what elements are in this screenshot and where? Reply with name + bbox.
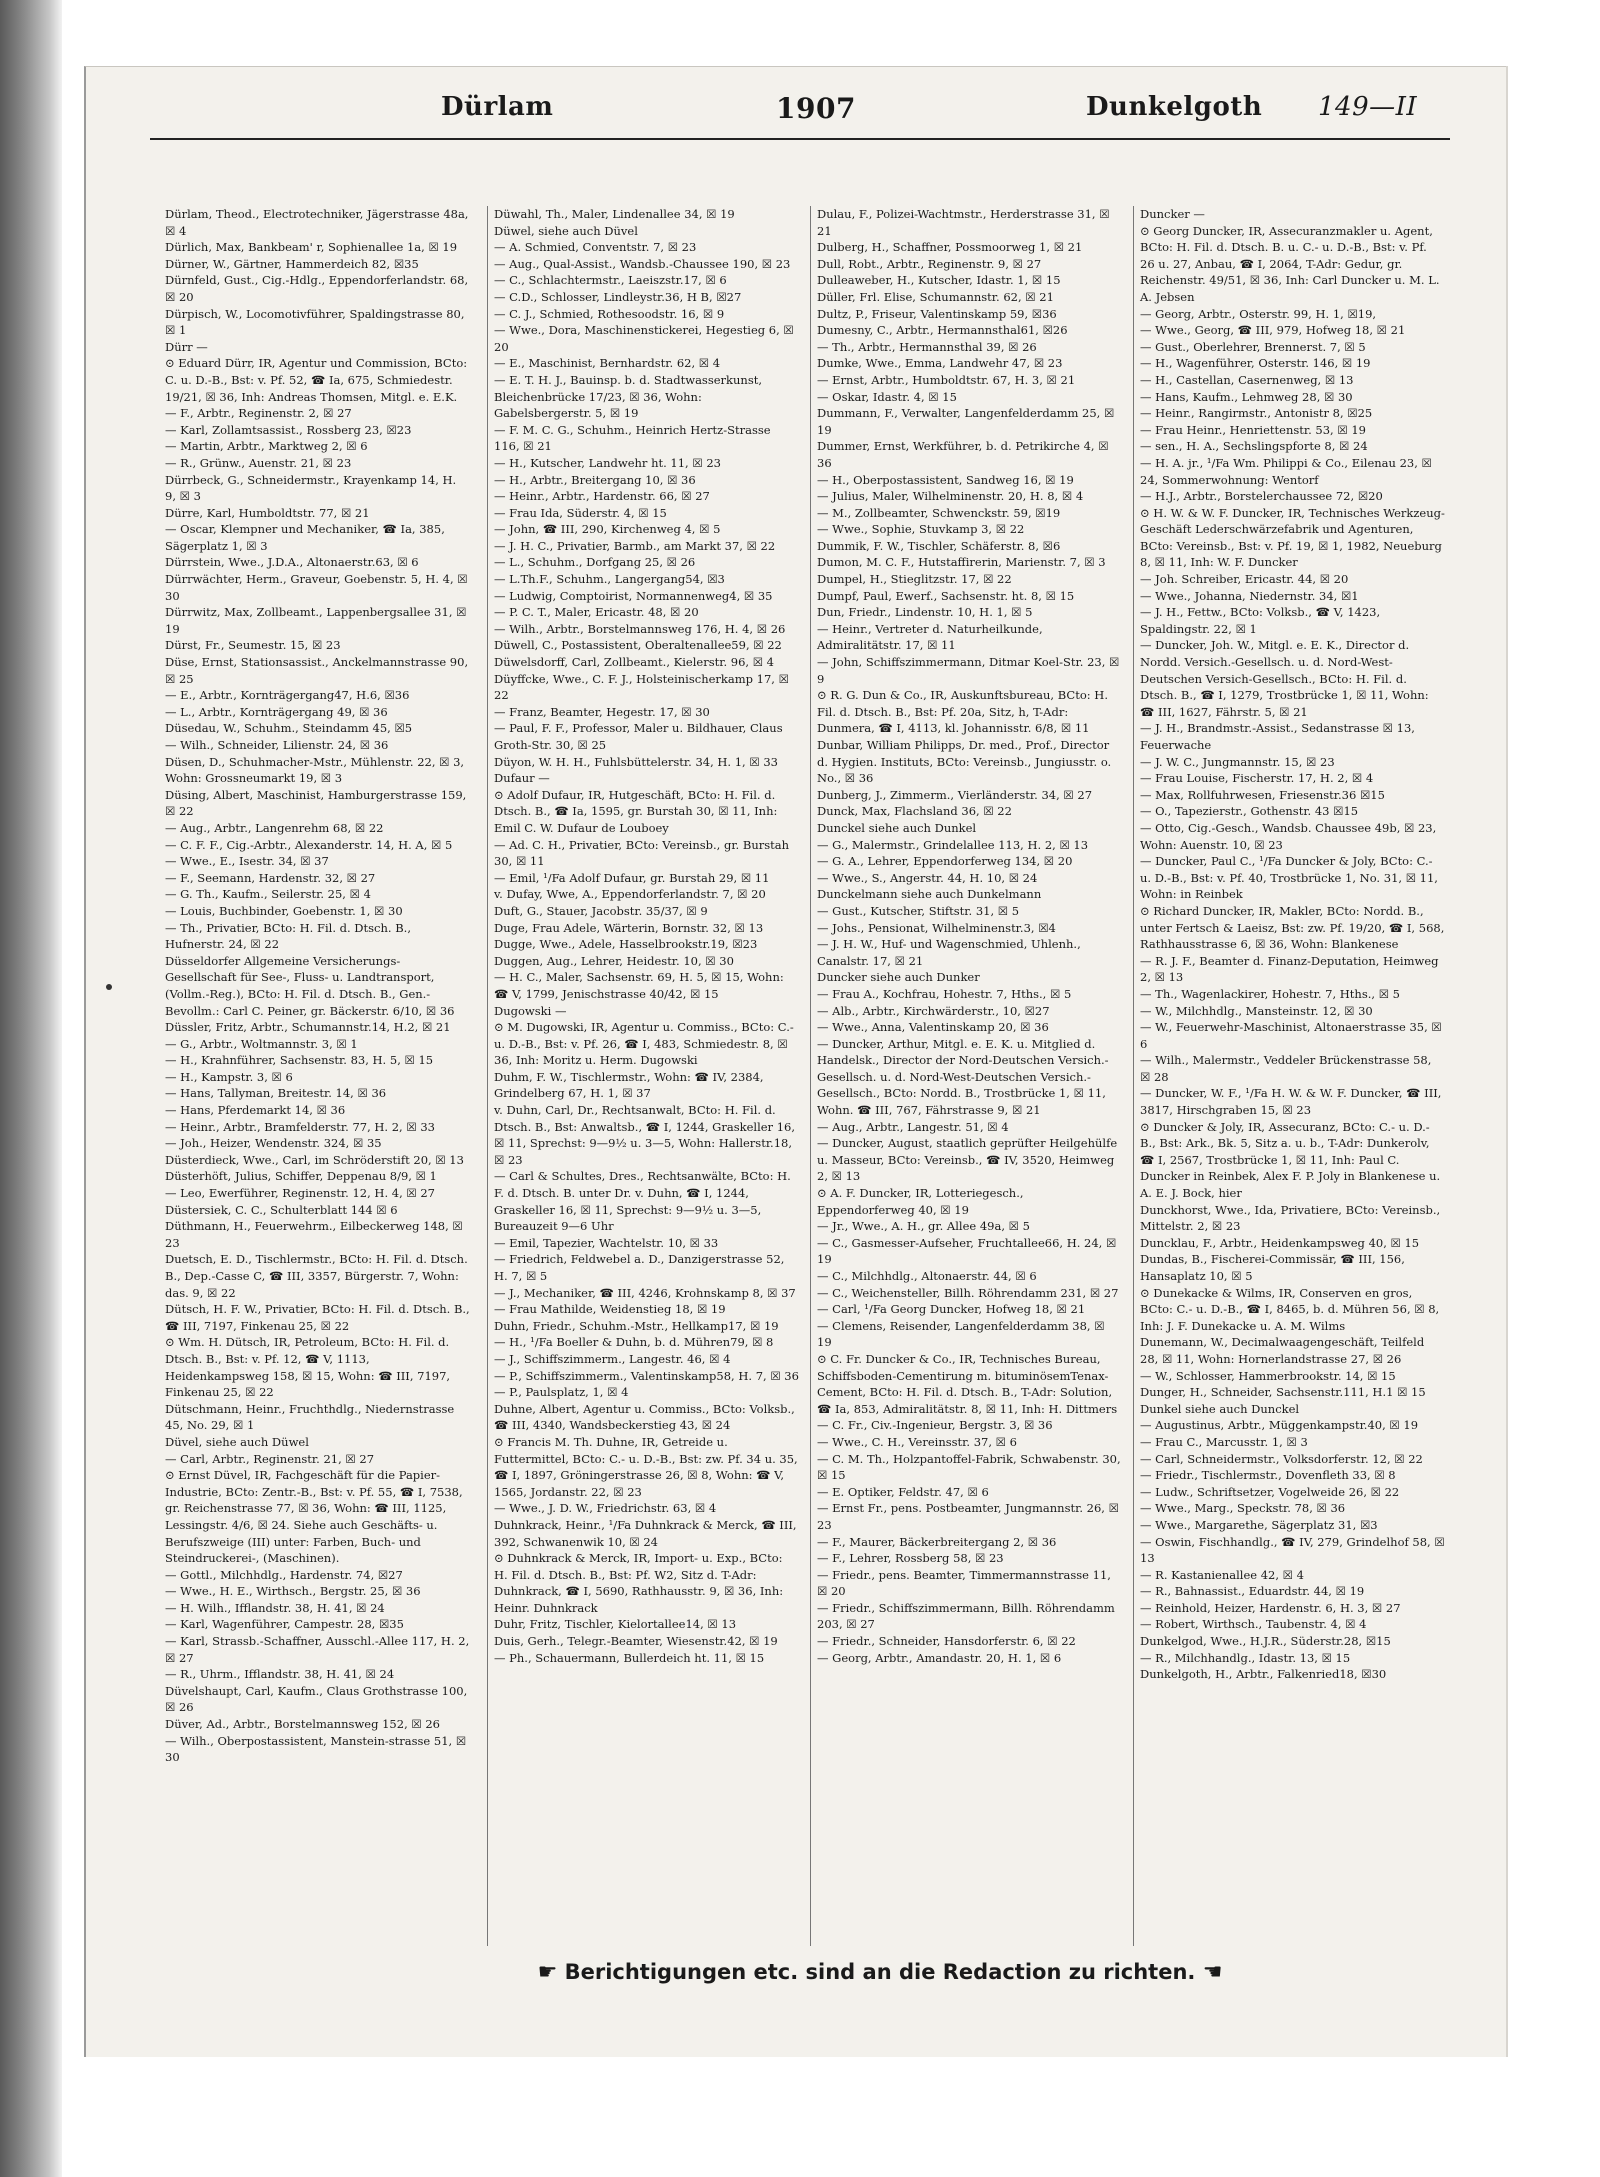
directory-entry: Dundas, B., Fischerei-Commissär, ☎ III, 156, Hansaplatz 10, ☒ 5: [1140, 1252, 1405, 1283]
directory-entry: — L.Th.F., Schuhm., Langergang54, ☒3: [494, 572, 725, 587]
column-1: [165, 206, 470, 1946]
directory-entry: Dürlich, Max, Bankbeam' r, Sophienallee 1a, ☒ 19: [165, 240, 458, 255]
directory-entry: Dumesny, C., Arbtr., Hermannsthal61, ☒26: [817, 323, 1068, 338]
directory-entry: — Martin, Arbtr., Marktweg 2, ☒ 6: [165, 439, 368, 454]
directory-entry: Dürrstein, Wwe., J.D.A., Altonaerstr.63, ☒ 6: [165, 555, 419, 570]
directory-entry: Düthmann, H., Feuerwehrm., Eilbeckerweg 148, ☒ 23: [165, 1219, 463, 1250]
directory-entry: — Gust., Kutscher, Stiftstr. 31, ☒ 5: [817, 903, 1020, 918]
directory-entry: — C., Milchhdlg., Altonaerstr. 44, ☒ 6: [817, 1269, 1037, 1283]
directory-entry: Dürr —: [165, 339, 208, 354]
directory-entry: — Aug., Arbtr., Langestr. 51, ☒ 4: [817, 1119, 1009, 1134]
directory-entry: ⊙ M. Dugowski, IR, Agentur u. Commiss., BCto: C.-u. D.-B., Bst: v. Pf. 26, ☎ I, 483, Schmiedestr. 8, ☒ 36, Inh: Moritz u. Herm. Dugowski: [494, 1020, 794, 1068]
directory-entry: Duggen, Aug., Lehrer, Heidestr. 10, ☒ 30: [494, 953, 734, 968]
directory-entry: ⊙ Ernst Düvel, IR, Fachgeschäft für die Papier-Industrie, BCto: Zentr.-B., Bst: v. Pf. 55, ☎ I, 7538, gr. Reichenstrasse 77, ☒ 36, Wohn: ☎ III, 1125, Lessingstr. 4/6, ☒ 24. Siehe auch Geschäfts- u. Berufszweige (III) unter: Farben, Buch- und Steindruckerei-, (Maschinen).: [165, 1468, 463, 1566]
directory-entry: Duhne, Albert, Agentur u. Commiss., BCto: Volksb., ☎ III, 4340, Wandsbeckerstieg 43, ☒ 24: [494, 1401, 795, 1433]
directory-entry: Duft, G., Stauer, Jacobstr. 35/37, ☒ 9: [494, 903, 708, 918]
directory-entry: Dull, Robt., Arbtr., Reginenstr. 9, ☒ 27: [817, 256, 1042, 271]
directory-entry: Dugge, Wwe., Adele, Hasselbrookstr.19, ☒23: [494, 937, 758, 952]
directory-entry: — Oswin, Fischhandlg., ☎ IV, 279, Grindelhof 58, ☒ 13: [1140, 1534, 1445, 1566]
directory-entry: — H., Wagenführer, Osterstr. 146, ☒ 19: [1140, 356, 1371, 371]
directory-entry: — Ernst, Arbtr., Humboldtstr. 67, H. 3, ☒ 21: [817, 372, 1076, 387]
directory-entry: Dürrwitz, Max, Zollbeamt., Lappenbergsallee 31, ☒ 19: [165, 605, 467, 636]
directory-entry: Dulberg, H., Schaffner, Possmoorweg 1, ☒ 21: [817, 240, 1083, 255]
directory-entry: — Wwe., Anna, Valentinskamp 20, ☒ 36: [817, 1020, 1049, 1035]
directory-entry: Dumon, M. C. F., Hutstaffirerin, Marienstr. 7, ☒ 3: [817, 555, 1106, 570]
directory-entry: — W., Milchhdlg., Mansteinstr. 12, ☒ 30: [1140, 1003, 1373, 1018]
directory-entry: — O., Tapezierstr., Gothenstr. 43 ☒15: [1140, 804, 1359, 819]
pointing-hand-right-icon: ☚: [1202, 1960, 1223, 1985]
directory-entry: Düller, Frl. Elise, Schumannstr. 62, ☒ 21: [817, 289, 1054, 304]
directory-entry: Düver, Ad., Arbtr., Borstelmannsweg 152, ☒ 26: [165, 1717, 440, 1732]
directory-entry: — Emil, ¹/Fa Adolf Dufaur, gr. Burstah 29, ☒ 11: [494, 870, 770, 885]
directory-entry: Dürrbeck, G., Schneidermstr., Krayenkamp 14, H. 9, ☒ 3: [165, 472, 457, 504]
directory-entry: — Ludw., Schriftsetzer, Vogelweide 26, ☒ 22: [1140, 1484, 1400, 1499]
directory-entry: — C., Gasmesser-Aufseher, Fruchtallee66, H. 24, ☒ 19: [817, 1235, 1117, 1267]
directory-entry: — H., Kampstr. 3, ☒ 6: [165, 1069, 293, 1084]
directory-entry: Dumke, Wwe., Emma, Landwehr 47, ☒ 23: [817, 356, 1063, 371]
directory-entry: — Frau Louise, Fischerstr. 17, H. 2, ☒ 4: [1140, 771, 1374, 786]
directory-entry: — Th., Wagenlackirer, Hohestr. 7, Hths., ☒ 5: [1140, 986, 1400, 1001]
pointing-hand-left-icon: ☛: [537, 1960, 558, 1985]
directory-entry: Düvel, siehe auch Düwel: [165, 1434, 309, 1449]
directory-entry: Dunkel siehe auch Dunckel: [1140, 1401, 1300, 1416]
directory-entry: Düwahl, Th., Maler, Lindenallee 34, ☒ 19: [494, 207, 735, 221]
directory-entry: Düsterdieck, Wwe., Carl, im Schröderstift 20, ☒ 13: [165, 1152, 464, 1167]
directory-entry: — Oskar, Idastr. 4, ☒ 15: [817, 389, 957, 404]
directory-entry: Düyffcke, Wwe., C. F. J., Holsteinischerkamp 17, ☒ 22: [494, 671, 789, 703]
directory-entry: Duncklau, F., Arbtr., Heidenkampsweg 40, ☒ 15: [1140, 1235, 1420, 1250]
directory-entry: — Wwe., S., Angerstr. 44, H. 10, ☒ 24: [817, 870, 1038, 885]
directory-entry: — Alb., Arbtr., Kirchwärderstr., 10, ☒27: [817, 1003, 1050, 1018]
directory-entry: Dütschmann, Heinr., Fruchthdlg., Niedernstrasse 45, No. 29, ☒ 1: [165, 1401, 455, 1433]
directory-entry: — P., Schiffszimmerm., Valentinskamp58, H. 7, ☒ 36: [494, 1368, 799, 1383]
directory-entry: — Wwe., J. D. W., Friedrichstr. 63, ☒ 4: [494, 1501, 717, 1516]
directory-entry: v. Duhn, Carl, Dr., Rechtsanwalt, BCto: H. Fil. d. Dtsch. B., Bst: Anwaltsb., ☎ I, 1244, Graskeller 16, ☒ 11, Sprechst: 9—9½ u. 3—5, Wohn: Hallerstr.18, ☒ 23: [494, 1103, 795, 1167]
directory-entry: Dunbar, William Philipps, Dr. med., Prof., Director d. Hygien. Instituts, BCto: Vereinsb., Jungiusstr. o. No., ☒ 36: [817, 738, 1112, 786]
directory-entry: — Frau Ida, Süderstr. 4, ☒ 15: [494, 505, 667, 520]
directory-entry: Dultz, P., Friseur, Valentinskamp 59, ☒36: [817, 306, 1057, 321]
directory-entry: — John, ☎ III, 290, Kirchenweg 4, ☒ 5: [494, 522, 721, 537]
directory-entry: Düwell, C., Postassistent, Oberaltenallee59, ☒ 22: [494, 638, 782, 653]
directory-entry: — G. A., Lehrer, Eppendorferweg 134, ☒ 20: [817, 854, 1073, 869]
directory-entry: — G. Th., Kaufm., Seilerstr. 25, ☒ 4: [165, 887, 371, 902]
header-year: 1907: [776, 92, 856, 125]
directory-entry: — J., Mechaniker, ☎ III, 4246, Krohnskamp 8, ☒ 37: [494, 1285, 796, 1300]
directory-entry: — H.J., Arbtr., Borstelerchaussee 72, ☒20: [1140, 489, 1383, 504]
directory-entry: Düsen, D., Schuhmacher-Mstr., Mühlenstr. 22, ☒ 3, Wohn: Grossneumarkt 19, ☒ 3: [165, 754, 465, 786]
directory-entry: — Wwe., Georg, ☎ III, 979, Hofweg 18, ☒ 21: [1140, 323, 1406, 338]
directory-entry: Düssler, Fritz, Arbtr., Schumannstr.14, H.2, ☒ 21: [165, 1020, 451, 1035]
directory-entry: Duhn, Friedr., Schuhm.-Mstr., Hellkamp17, ☒ 19: [494, 1318, 779, 1333]
directory-entry: — C. J., Schmied, Rothesoodstr. 16, ☒ 9: [494, 306, 725, 321]
directory-entry: Düstersiek, C. C., Schulterblatt 144 ☒ 6: [165, 1202, 398, 1217]
directory-entry: — Franz, Beamter, Hegestr. 17, ☒ 30: [494, 704, 710, 719]
header-rule: [150, 138, 1450, 140]
directory-entry: — H., Castellan, Casernenweg, ☒ 13: [1140, 372, 1354, 387]
directory-entry: — H. C., Maler, Sachsenstr. 69, H. 5, ☒ 15, Wohn: ☎ V, 1799, Jenischstrasse 40/42, ☒ 15: [494, 970, 784, 1001]
directory-columns: [165, 206, 1445, 1946]
directory-entry: — E. T. H. J., Bauinsp. b. d. Stadtwasserkunst, Bleichenbrücke 17/23, ☒ 36, Wohn: Gabelsbergerstr. 5, ☒ 19: [494, 372, 762, 421]
directory-entry: — Emil, Tapezier, Wachtelstr. 10, ☒ 33: [494, 1235, 719, 1250]
directory-entry: Dunck, Max, Flachsland 36, ☒ 22: [817, 804, 1012, 819]
directory-entry: Dunemann, W., Decimalwaagengeschäft, Teilfeld 28, ☒ 11, Wohn: Hornerlandstrasse 27, ☒ 26: [1140, 1335, 1425, 1366]
directory-entry: — C. F. F., Cig.-Arbtr., Alexanderstr. 14, H. A, ☒ 5: [165, 837, 453, 852]
directory-entry: — Duncker, August, staatlich geprüfter Heilgehülfe u. Masseur, BCto: Vereinsb., ☎ IV, 3520, Heimweg 2, ☒ 13: [817, 1136, 1118, 1184]
directory-entry: Dürnfeld, Gust., Cig.-Hdlg., Eppendorferlandstr. 68, ☒ 20: [165, 273, 469, 304]
directory-entry: — J. H. W., Huf- und Wagenschmied, Uhlenh., Canalstr. 17, ☒ 21: [817, 937, 1081, 968]
directory-entry: — Hans, Tallyman, Breitestr. 14, ☒ 36: [165, 1086, 387, 1101]
directory-entry: Dunkelgod, Wwe., H.J.R., Süderstr.28, ☒15: [1140, 1634, 1391, 1649]
directory-entry: — Jr., Wwe., A. H., gr. Allee 49a, ☒ 5: [817, 1219, 1030, 1234]
directory-entry: — J. H. C., Privatier, Barmb., am Markt 37, ☒ 22: [494, 538, 776, 553]
directory-entry: — Wilh., Malermstr., Veddeler Brückenstrasse 58, ☒ 28: [1140, 1053, 1432, 1084]
directory-entry: Düvelshaupt, Carl, Kaufm., Claus Grothstrasse 100, ☒ 26: [165, 1683, 468, 1715]
directory-entry: — C. Fr., Civ.-Ingenieur, Bergstr. 3, ☒ 36: [817, 1418, 1053, 1433]
directory-entry: — A. Schmied, Conventstr. 7, ☒ 23: [494, 240, 697, 255]
directory-entry: — Johs., Pensionat, Wilhelminenstr.3, ☒4: [817, 920, 1056, 935]
directory-entry: — H. Wilh., Ifflandstr. 38, H. 41, ☒ 24: [165, 1600, 385, 1615]
directory-entry: Dütsch, H. F. W., Privatier, BCto: H. Fil. d. Dtsch. B., ☎ III, 7197, Finkenau 25, ☒ 22: [165, 1302, 470, 1333]
directory-entry: Düsing, Albert, Maschinist, Hamburgerstrasse 159, ☒ 22: [165, 787, 467, 819]
directory-entry: Dugowski —: [494, 1003, 567, 1018]
directory-entry: Dunckel siehe auch Dunkel: [817, 820, 977, 835]
directory-entry: Düsedau, W., Schuhm., Steindamm 45, ☒5: [165, 721, 413, 736]
directory-entry: Düwel, siehe auch Düvel: [494, 223, 638, 238]
directory-entry: — Gottl., Milchhdlg., Hardenstr. 74, ☒27: [165, 1567, 403, 1582]
directory-entry: — Wwe., Dora, Maschinenstickerei, Hegestieg 6, ☒ 20: [494, 323, 794, 354]
directory-entry: — H., Kutscher, Landwehr ht. 11, ☒ 23: [494, 455, 721, 470]
directory-entry: — Karl, Zollamtsassist., Rossberg 23, ☒23: [165, 422, 412, 437]
directory-entry: — F., Arbtr., Reginenstr. 2, ☒ 27: [165, 406, 352, 421]
directory-entry: Dürst, Fr., Seumestr. 15, ☒ 23: [165, 638, 341, 653]
directory-entry: — Wilh., Oberpostassistent, Manstein-strasse 51, ☒ 30: [165, 1733, 467, 1765]
directory-entry: ⊙ H. W. & W. F. Duncker, IR, Technisches Werkzeug-Geschäft Lederschwärzefabrik und Agenturen, BCto: Vereinsb., Bst: v. Pf. 19, ☒ 1, 1982, Neueburg 8, ☒ 11, Inh: W. F. Duncker: [1140, 505, 1445, 570]
directory-entry: — R., Bahnassist., Eduardstr. 44, ☒ 19: [1140, 1584, 1365, 1599]
scan-book-spine: [0, 0, 62, 2177]
directory-entry: Düwelsdorff, Carl, Zollbeamt., Kielerstr. 96, ☒ 4: [494, 655, 774, 670]
directory-entry: Dunckhorst, Wwe., Ida, Privatiere, BCto: Vereinsb., Mittelstr. 2, ☒ 23: [1140, 1202, 1441, 1234]
directory-entry: — H. A. jr., ¹/Fa Wm. Philippi & Co., Eilenau 23, ☒ 24, Sommerwohnung: Wentorf: [1140, 455, 1432, 487]
directory-entry: — H., Arbtr., Breitergang 10, ☒ 36: [494, 472, 696, 487]
directory-entry: — G., Arbtr., Woltmannstr. 3, ☒ 1: [165, 1036, 358, 1051]
directory-entry: — C.D., Schlosser, Lindleystr.36, H B, ☒27: [494, 289, 742, 304]
column-4: [1133, 206, 1445, 1946]
directory-entry: — F., Seemann, Hardenstr. 32, ☒ 27: [165, 870, 376, 885]
directory-entry: — Duncker, Joh. W., Mitgl. e. E. K., Director d. Nordd. Versich.-Gesellsch. u. d. Nord-West-Deutschen Versich-Gesellsch., BCto: H. Fil. d. Dtsch. B., ☎ I, 1279, Trostbrücke 1, ☒ 11, Wohn: ☎ III, 1627, Fährstr. 5, ☒ 21: [1140, 638, 1429, 719]
directory-entry: ⊙ R. G. Dun & Co., IR, Auskunftsbureau, BCto: H. Fil. d. Dtsch. B., Bst: Pf. 20a, Sitz, h, T-Adr: Dunmera, ☎ I, 4113, kl. Johannisstr. 6/8, ☒ 11: [817, 688, 1108, 736]
directory-entry: — Robert, Wirthsch., Taubenstr. 4, ☒ 4: [1140, 1617, 1367, 1632]
directory-entry: — Friedr., Tischlermstr., Dovenfleth 33, ☒ 8: [1140, 1468, 1396, 1483]
directory-entry: — Ludwig, Comptoirist, Normannenweg4, ☒ 35: [494, 588, 773, 603]
directory-entry: Dunberg, J., Zimmerm., Vierländerstr. 34, ☒ 27: [817, 787, 1093, 802]
directory-entry: — Th., Arbtr., Hermannsthal 39, ☒ 26: [817, 339, 1037, 354]
directory-entry: ⊙ Richard Duncker, IR, Makler, BCto: Nordd. B., unter Fertsch & Laeisz, Bst: zw. Pf. 19/20, ☎ I, 568, Rathhausstrasse 6, ☒ 36, Wohn: Blankenese: [1140, 903, 1445, 952]
directory-entry: — Carl, Arbtr., Reginenstr. 21, ☒ 27: [165, 1451, 375, 1466]
directory-entry: — Hans, Pferdemarkt 14, ☒ 36: [165, 1103, 346, 1118]
directory-entry: ⊙ Wm. H. Dütsch, IR, Petroleum, BCto: H. Fil. d. Dtsch. B., Bst: v. Pf. 12, ☎ V, 1113, Heidenkampsweg 158, ☒ 15, Wohn: ☎ III, 7197, Finkenau 25, ☒ 22: [165, 1335, 451, 1400]
directory-entry: — Heinr., Arbtr., Hardenstr. 66, ☒ 27: [494, 489, 710, 504]
directory-entry: — Frau Mathilde, Weidenstieg 18, ☒ 19: [494, 1302, 726, 1317]
directory-entry: Dürlam, Theod., Electrotechniker, Jägerstrasse 48a, ☒ 4: [165, 207, 469, 238]
directory-entry: — Frau Heinr., Henriettenstr. 53, ☒ 19: [1140, 422, 1366, 437]
directory-entry: Duhm, F. W., Tischlermstr., Wohn: ☎ IV, 2384, Grindelberg 67, H. 1, ☒ 37: [494, 1069, 764, 1101]
page-footer: [430, 1960, 1330, 1996]
directory-entry: — R. Kastanienallee 42, ☒ 4: [1140, 1567, 1304, 1582]
directory-entry: — P. C. T., Maler, Ericastr. 48, ☒ 20: [494, 605, 699, 620]
directory-entry: Dufaur —: [494, 771, 550, 786]
directory-entry: — Leo, Ewerführer, Reginenstr. 12, H. 4, ☒ 27: [165, 1186, 435, 1201]
directory-entry: ⊙ A. F. Duncker, IR, Lotteriegesch., Eppendorferweg 40, ☒ 19: [817, 1186, 1024, 1217]
directory-entry: — G., Malermstr., Grindelallee 113, H. 2, ☒ 13: [817, 837, 1089, 852]
footer-notice: Berichtigungen etc. sind an die Redaction zu richten.: [564, 1960, 1196, 1984]
directory-entry: — Louis, Buchbinder, Goebenstr. 1, ☒ 30: [165, 903, 403, 918]
directory-entry: — Friedrich, Feldwebel a. D., Danzigerstrasse 52, H. 7, ☒ 5: [494, 1252, 785, 1283]
directory-entry: — Frau A., Kochfrau, Hohestr. 7, Hths., ☒ 5: [817, 986, 1072, 1001]
directory-entry: Dummik, F. W., Tischler, Schäferstr. 8, ☒6: [817, 538, 1061, 553]
directory-entry: Duhnkrack, Heinr., ¹/Fa Duhnkrack & Merck, ☎ III, 392, Schwanenwik 10, ☒ 24: [494, 1517, 797, 1549]
directory-entry: — Aug., Qual-Assist., Wandsb.-Chaussee 190, ☒ 23: [494, 256, 791, 271]
directory-entry: — F., Lehrer, Rossberg 58, ☒ 23: [817, 1551, 1004, 1566]
directory-entry: — Heinr., Vertreter d. Naturheilkunde, Admiralitätstr. 17, ☒ 11: [817, 621, 1043, 653]
directory-entry: Dunckelmann siehe auch Dunkelmann: [817, 887, 1042, 902]
directory-entry: — E., Arbtr., Kornträgergang47, H.6, ☒36: [165, 688, 410, 703]
directory-entry: ⊙ Duncker & Joly, IR, Assecuranz, BCto: C.- u. D.-B., Bst: Ark., Bk. 5, Sitz a. u. b., T-Adr: Dunkerolv, ☎ I, 2567, Trostbrücke 1, ☒ 11, Inh: Paul C. Duncker in Reinbek, Alex F. P. Joly in Blankenese u. A. E. J. Bock, hier: [1140, 1119, 1441, 1201]
directory-entry: — C., Schlachtermstr., Laeiszstr.17, ☒ 6: [494, 273, 727, 288]
directory-entry: — Aug., Arbtr., Langenrehm 68, ☒ 22: [165, 820, 384, 835]
directory-entry: — Oscar, Klempner und Mechaniker, ☎ Ia, 385, Sägerplatz 1, ☒ 3: [165, 522, 445, 553]
directory-entry: — Wilh., Schneider, Lilienstr. 24, ☒ 36: [165, 738, 389, 752]
directory-entry: — F. M. C. G., Schuhm., Heinrich Hertz-Strasse 116, ☒ 21: [494, 422, 771, 454]
directory-entry: — C. M. Th., Holzpantoffel-Fabrik, Schwabenstr. 30, ☒ 15: [817, 1451, 1121, 1483]
directory-entry: Dummann, F., Verwalter, Langenfelderdamm 25, ☒ 19: [817, 406, 1115, 437]
directory-entry: — P., Paulsplatz, 1, ☒ 4: [494, 1385, 629, 1400]
directory-entry: Duhr, Fritz, Tischler, Kielortallee14, ☒ 13: [494, 1617, 737, 1632]
directory-entry: Dumpel, H., Stieglitzstr. 17, ☒ 22: [817, 572, 1012, 587]
directory-entry: — J., Schiffszimmerm., Langestr. 46, ☒ 4: [494, 1351, 731, 1366]
directory-entry: Düsseldorfer Allgemeine Versicherungs-Gesellschaft für See-, Fluss- u. Landtransport, (Vollm.-Reg.), BCto: H. Fil. d. Dtsch. B., Gen.-Bevollm.: Carl C. Peiner, gr. Bäckerstr. 6/10, ☒ 36: [165, 953, 455, 1018]
directory-entry: — Georg, Arbtr., Amandastr. 20, H. 1, ☒ 6: [817, 1650, 1062, 1665]
directory-entry: — Heinr., Arbtr., Bramfelderstr. 77, H. 2, ☒ 33: [165, 1119, 435, 1134]
column-3: [810, 206, 1122, 1946]
directory-entry: Dürre, Karl, Humboldtstr. 77, ☒ 21: [165, 505, 370, 520]
directory-entry: Dürner, W., Gärtner, Hammerdeich 82, ☒35: [165, 256, 419, 271]
directory-entry: v. Dufay, Wwe, A., Eppendorferlandstr. 7, ☒ 20: [494, 887, 766, 902]
directory-entry: ⊙ Francis M. Th. Duhne, IR, Getreide u. Futtermittel, BCto: C.- u. D.-B., Bst: zw. Pf. 34 u. 35, ☎ I, 1897, Gröningerstrasse 26, ☒ 8, Wohn: ☎ V, 1565, Jordanstr. 22, ☒ 23: [494, 1434, 798, 1499]
directory-entry: — Wwe., Sophie, Stuvkamp 3, ☒ 22: [817, 522, 1025, 537]
directory-entry: Duetsch, E. D., Tischlermstr., BCto: H. Fil. d. Dtsch. B., Dep.-Casse C, ☎ III, 3357, Bürgerstr. 7, Wohn: das. 9, ☒ 22: [165, 1252, 468, 1300]
page-header: [86, 92, 1586, 152]
directory-entry: Duge, Frau Adele, Wärterin, Bornstr. 32, ☒ 13: [494, 920, 764, 935]
directory-entry: — Friedr., Schneider, Hansdorferstr. 6, ☒ 22: [817, 1634, 1076, 1649]
margin-dot: [106, 984, 112, 990]
directory-entry: — W., Schlosser, Hammerbrookstr. 14, ☒ 15: [1140, 1368, 1396, 1383]
directory-entry: — Wwe., H. E., Wirthsch., Bergstr. 25, ☒ 36: [165, 1584, 421, 1599]
directory-entry: — W., Feuerwehr-Maschinist, Altonaerstrasse 35, ☒ 6: [1140, 1020, 1442, 1051]
directory-entry: ⊙ Adolf Dufaur, IR, Hutgeschäft, BCto: H. Fil. d. Dtsch. B., ☎ Ia, 1595, gr. Burstah 30, ☒ 11, Inh: Emil C. W. Dufaur de Louboey: [494, 787, 778, 835]
directory-entry: — Frau C., Marcusstr. 1, ☒ 3: [1140, 1434, 1308, 1449]
header-page-number: 149—II: [1318, 92, 1418, 122]
directory-entry: — Wwe., Margarethe, Sägerplatz 31, ☒3: [1140, 1517, 1378, 1532]
directory-entry: Duncker —: [1140, 207, 1205, 221]
directory-entry: ⊙ Dunekacke & Wilms, IR, Conserven en gros, BCto: C.- u. D.-B., ☎ I, 8465, b. d. Mühren 56, ☒ 8, Inh: J. F. Dunekacke u. A. M. Wilms: [1140, 1285, 1440, 1333]
directory-entry: — Paul, F. F., Professor, Maler u. Bildhauer, Claus Groth-Str. 30, ☒ 25: [494, 721, 783, 752]
directory-entry: Düse, Ernst, Stationsassist., Anckelmannstrasse 90, ☒ 25: [165, 655, 469, 686]
directory-entry: — R., Milchhandlg., Idastr. 13, ☒ 15: [1140, 1650, 1351, 1665]
directory-entry: — E. Optiker, Feldstr. 47, ☒ 6: [817, 1484, 989, 1499]
directory-entry: — sen., H. A., Sechslingspforte 8, ☒ 24: [1140, 439, 1368, 454]
directory-entry: — Clemens, Reisender, Langenfelderdamm 38, ☒ 19: [817, 1318, 1105, 1350]
directory-entry: — Ernst Fr., pens. Postbeamter, Jungmannstr. 26, ☒ 23: [817, 1501, 1119, 1532]
directory-entry: Dürrwächter, Herm., Graveur, Goebenstr. 5, H. 4, ☒ 30: [165, 572, 468, 603]
directory-entry: — Carl & Schultes, Dres., Rechtsanwälte, BCto: H. F. d. Dtsch. B. unter Dr. v. Duhn, ☎ I, 1244, Graskeller 16, ☒ 11, Sprechst: 9—9½ u. 3—5, Bureauzeit 9—6 Uhr: [494, 1169, 791, 1234]
directory-entry: Dulleaweber, H., Kutscher, Idastr. 1, ☒ 15: [817, 273, 1061, 288]
directory-entry: ⊙ C. Fr. Duncker & Co., IR, Technisches Bureau, Schiffsboden-Cementirung m. bituminösemTenax-Cement, BCto: H. Fil. d. Dtsch. B., T-Adr: Solution, ☎ Ia, 853, Admiralitätstr. 8, ☒ 11, Inh: H. Dittmers: [817, 1351, 1118, 1416]
directory-entry: — F., Maurer, Bäckerbreitergang 2, ☒ 36: [817, 1534, 1057, 1549]
directory-entry: Duis, Gerh., Telegr.-Beamter, Wiesenstr.42, ☒ 19: [494, 1634, 778, 1649]
directory-entry: — Wwe., E., Isestr. 34, ☒ 37: [165, 854, 329, 869]
directory-entry: Dunkelgoth, H., Arbtr., Falkenried18, ☒30: [1140, 1667, 1387, 1682]
directory-entry: ⊙ Georg Duncker, IR, Assecuranzmakler u. Agent, BCto: H. Fil. d. Dtsch. B. u. C.- u. D.-B., Bst: v. Pf. 26 u. 27, Anbau, ☎ I, 2064, T-Adr: Gedur, gr. Reichenstr. 49/51, ☒ 36, Inh: Carl Duncker u. M. L. A. Jebsen: [1140, 223, 1440, 304]
directory-entry: — Karl, Wagenführer, Campestr. 28, ☒35: [165, 1617, 404, 1632]
column-2: [487, 206, 799, 1946]
directory-entry: — Julius, Maler, Wilhelminenstr. 20, H. 8, ☒ 4: [817, 489, 1084, 504]
directory-entry: — John, Schiffszimmermann, Ditmar Koel-Str. 23, ☒ 9: [817, 655, 1120, 686]
directory-entry: — R. J. F., Beamter d. Finanz-Deputation, Heimweg 2, ☒ 13: [1140, 953, 1439, 985]
directory-entry: Düyon, W. H. H., Fuhlsbüttelerstr. 34, H. 1, ☒ 33: [494, 754, 778, 769]
directory-entry: — Reinhold, Heizer, Hardenstr. 6, H. 3, ☒ 27: [1140, 1600, 1401, 1615]
directory-entry: — Hans, Kaufm., Lehmweg 28, ☒ 30: [1140, 389, 1353, 404]
directory-entry: — Wwe., C. H., Vereinsstr. 37, ☒ 6: [817, 1434, 1017, 1449]
directory-entry: — Georg, Arbtr., Osterstr. 99, H. 1, ☒19,: [1140, 306, 1377, 321]
directory-entry: ⊙ Eduard Dürr, IR, Agentur und Commission, BCto: C. u. D.-B., Bst: v. Pf. 52, ☎ Ia, 675, Schmiedestr. 19/21, ☒ 36, Inh: Andreas Thomsen, Mitgl. e. E.K.: [165, 356, 468, 404]
directory-entry: — Wilh., Arbtr., Borstelmannsweg 176, H. 4, ☒ 26: [494, 621, 786, 636]
directory-entry: — Duncker, Paul C., ¹/Fa Duncker & Joly, BCto: C.- u. D.-B., Bst: v. Pf. 40, Trostbrücke 1, No. 31, ☒ 11, Wohn: in Reinbek: [1140, 854, 1438, 902]
directory-entry: — L., Schuhm., Dorfgang 25, ☒ 26: [494, 555, 696, 570]
directory-entry: — Th., Privatier, BCto: H. Fil. d. Dtsch. B., Hufnerstr. 24, ☒ 22: [165, 920, 411, 952]
directory-entry: — C., Weichensteller, Billh. Röhrendamm 231, ☒ 27: [817, 1285, 1119, 1300]
directory-entry: Dunger, H., Schneider, Sachsenstr.111, H.1 ☒ 15: [1140, 1385, 1426, 1400]
directory-entry: Dumpf, Paul, Ewerf., Sachsenstr. ht. 8, ☒ 15: [817, 588, 1075, 603]
directory-entry: Dürpisch, W., Locomotivführer, Spaldingstrasse 80, ☒ 1: [165, 306, 465, 338]
directory-entry: — Karl, Strassb.-Schaffner, Ausschl.-Allee 117, H. 2, ☒ 27: [165, 1634, 470, 1665]
directory-entry: — Friedr., pens. Beamter, Timmermannstrasse 11, ☒ 20: [817, 1567, 1111, 1599]
directory-entry: — M., Zollbeamter, Schwenckstr. 59, ☒19: [817, 505, 1061, 520]
directory-entry: — J. H., Brandmstr.-Assist., Sedanstrasse ☒ 13, Feuerwache: [1140, 721, 1415, 752]
directory-entry: — Otto, Cig.-Gesch., Wandsb. Chaussee 49b, ☒ 23, Wohn: Auenstr. 10, ☒ 23: [1140, 820, 1437, 852]
directory-entry: ⊙ Duhnkrack & Merck, IR, Import- u. Exp., BCto: H. Fil. d. Dtsch. B., Bst: Pf. W2, Sitz d. T-Adr: Duhnkrack, ☎ I, 5690, Rathhausstr. 9, ☒ 36, Inh: Heinr. Duhnkrack: [494, 1551, 784, 1615]
directory-entry: — Ad. C. H., Privatier, BCto: Vereinsb., gr. Burstah 30, ☒ 11: [494, 837, 790, 869]
directory-entry: — Joh., Heizer, Wendenstr. 324, ☒ 35: [165, 1136, 382, 1151]
directory-entry: — Ph., Schauermann, Bullerdeich ht. 11, ☒ 15: [494, 1650, 765, 1665]
directory-entry: Düsterhöft, Julius, Schiffer, Deppenau 8/9, ☒ 1: [165, 1169, 437, 1184]
directory-entry: — J. W. C., Jungmannstr. 15, ☒ 23: [1140, 754, 1335, 769]
directory-entry: Dulau, F., Polizei-Wachtmstr., Herderstrasse 31, ☒ 21: [817, 207, 1110, 238]
directory-entry: Duncker siehe auch Dunker: [817, 970, 980, 985]
directory-entry: — Joh. Schreiber, Ericastr. 44, ☒ 20: [1140, 572, 1349, 587]
directory-entry: — Carl, Schneidermstr., Volksdorferstr. 12, ☒ 22: [1140, 1451, 1423, 1466]
directory-entry: — H., Krahnführer, Sachsenstr. 83, H. 5, ☒ 15: [165, 1053, 434, 1068]
directory-entry: — E., Maschinist, Bernhardstr. 62, ☒ 4: [494, 356, 721, 371]
directory-entry: — Carl, ¹/Fa Georg Duncker, Hofweg 18, ☒ 21: [817, 1302, 1086, 1317]
directory-entry: — Gust., Oberlehrer, Brennerst. 7, ☒ 5: [1140, 339, 1366, 354]
directory-entry: — Max, Rollfuhrwesen, Friesenstr.36 ☒15: [1140, 787, 1385, 802]
directory-entry: — Friedr., Schiffszimmermann, Billh. Röhrendamm 203, ☒ 27: [817, 1600, 1115, 1632]
directory-entry: — Augustinus, Arbtr., Müggenkampstr.40, ☒ 19: [1140, 1418, 1419, 1433]
directory-entry: Dummer, Ernst, Werkführer, b. d. Petrikirche 4, ☒ 36: [817, 439, 1109, 470]
directory-entry: — Wwe., Johanna, Niedernstr. 34, ☒1: [1140, 588, 1359, 603]
directory-entry: — R., Uhrm., Ifflandstr. 38, H. 41, ☒ 24: [165, 1667, 395, 1682]
directory-entry: Dun, Friedr., Lindenstr. 10, H. 1, ☒ 5: [817, 605, 1033, 620]
header-last-name: Dunkelgoth: [1086, 92, 1263, 122]
directory-entry: — R., Grünw., Auenstr. 21, ☒ 23: [165, 455, 352, 470]
directory-entry: — L., Arbtr., Kornträgergang 49, ☒ 36: [165, 704, 388, 719]
directory-entry: — H., ¹/Fa Boeller & Duhn, b. d. Mühren79, ☒ 8: [494, 1335, 774, 1350]
directory-entry: — H., Oberpostassistent, Sandweg 16, ☒ 19: [817, 472, 1074, 487]
directory-entry: — J. H., Fettw., BCto: Volksb., ☎ V, 1423, Spaldingstr. 22, ☒ 1: [1140, 605, 1381, 636]
directory-entry: — Duncker, W. F., ¹/Fa H. W. & W. F. Duncker, ☎ III, 3817, Hirschgraben 15, ☒ 23: [1140, 1086, 1442, 1118]
header-first-name: Dürlam: [441, 92, 554, 122]
directory-entry: — Duncker, Arthur, Mitgl. e. E. K. u. Mitglied d. Handelsk., Director der Nord-Deutschen Versich.-Gesellsch. u. d. Nord-West-Deutschen Versich.-Gesellsch., BCto: Nordd. B., Trostbrücke 1, ☒ 11, Wohn. ☎ III, 767, Fährstrasse 9, ☒ 21: [817, 1036, 1109, 1118]
directory-entry: — Wwe., Marg., Speckstr. 78, ☒ 36: [1140, 1501, 1346, 1516]
directory-entry: — Heinr., Rangirmstr., Antonistr 8, ☒25: [1140, 406, 1373, 421]
